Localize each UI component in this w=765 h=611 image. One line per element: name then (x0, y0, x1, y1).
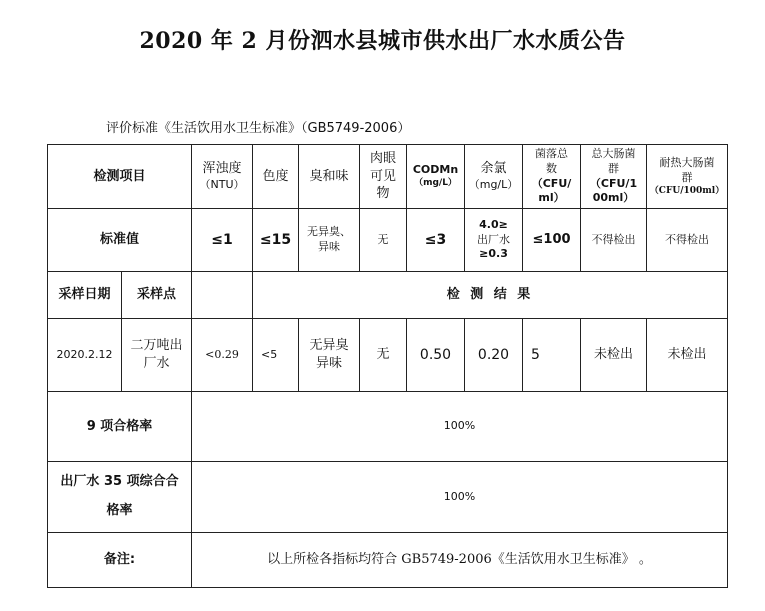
standard-color: ≤15 (253, 209, 299, 272)
results-header: 检 测 结 果 (253, 272, 728, 319)
pass35-label: 出厂水 35 项综合合 格率 (48, 462, 192, 533)
sample-date-header: 采样日期 (48, 272, 122, 319)
remark-value: 以上所检各指标均符合 GB5749-2006《生活饮用水卫生标准》 。 (192, 533, 728, 588)
sample-chlorine: 0.20 (465, 319, 523, 392)
header-item: 检测项目 (48, 145, 192, 209)
water-quality-table (47, 144, 728, 588)
sample-visible: 无 (360, 319, 407, 392)
standard-visible: 无 (360, 209, 407, 272)
header-coliform: 总大肠菌 群 （CFU/1 00ml） (581, 145, 647, 209)
sample-point-header: 采样点 (122, 272, 192, 319)
sample-color: <5 (253, 319, 299, 392)
sample-odor: 无异臭 异味 (299, 319, 360, 392)
standard-coliform: 不得检出 (581, 209, 647, 272)
header-codmn: CODMn （mg/L） (407, 145, 465, 209)
header-odor: 臭和味 (299, 145, 360, 209)
standard-chlorine: 4.0≥ 出厂水 ≥0.3 (465, 209, 523, 272)
pass9-value: 100% (192, 392, 728, 462)
header-row (48, 145, 728, 209)
sample-coliform: 未检出 (581, 319, 647, 392)
sample-turbidity: <0.29 (192, 319, 253, 392)
standard-turbidity: ≤1 (192, 209, 253, 272)
header-colony: 菌落总 数 （CFU/ ml） (523, 145, 581, 209)
pass35-row (48, 462, 728, 533)
standard-label: 标准值 (48, 209, 192, 272)
pass9-label: 9 项合格率 (48, 392, 192, 462)
header-thermo: 耐热大肠菌 群 （CFU/100ml） (647, 145, 728, 209)
standard-odor: 无异臭、 异味 (299, 209, 360, 272)
standard-thermo: 不得检出 (647, 209, 728, 272)
evaluation-standard: 评价标准《生活饮用水卫生标准》（GB5749-2006） (106, 121, 411, 136)
remark-row (48, 533, 728, 588)
standard-codmn: ≤3 (407, 209, 465, 272)
sample-row (48, 319, 728, 392)
header-chlorine: 余氯 （mg/L） (465, 145, 523, 209)
remark-label: 备注: (48, 533, 192, 588)
standard-colony: ≤100 (523, 209, 581, 272)
standard-row (48, 209, 728, 272)
sample-header-row (48, 272, 728, 319)
pass35-value: 100% (192, 462, 728, 533)
sample-header-blank (192, 272, 253, 319)
sample-thermo: 未检出 (647, 319, 728, 392)
sample-date: 2020.2.12 (48, 319, 122, 392)
header-color: 色度 (253, 145, 299, 209)
header-turbidity: 浑浊度 （NTU） (192, 145, 253, 209)
sample-colony: 5 (523, 319, 581, 392)
pass9-row (48, 392, 728, 462)
sample-point: 二万吨出 厂水 (122, 319, 192, 392)
sample-codmn: 0.50 (407, 319, 465, 392)
header-visible: 肉眼 可见 物 (360, 145, 407, 209)
page-title: 2020 年 2 月份泗水县城市供水出厂水水质公告 (139, 28, 626, 54)
